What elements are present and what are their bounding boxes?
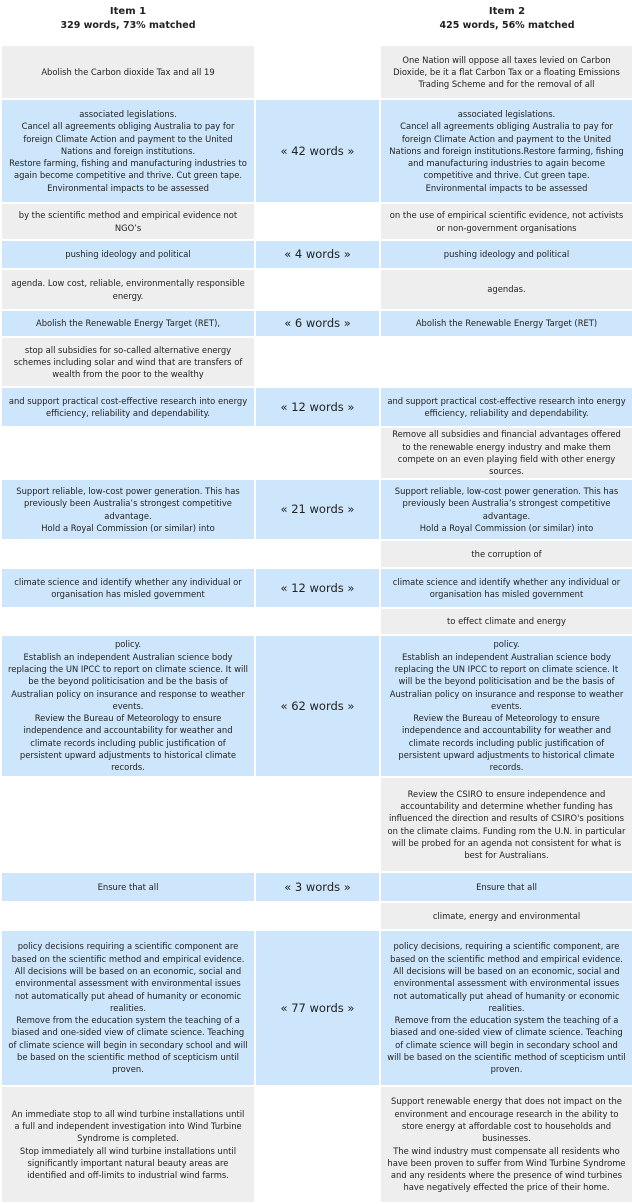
match-count-label bbox=[256, 338, 379, 386]
item2-text-cell: climate science and identify whether any individual or organisation has misled government bbox=[381, 569, 632, 607]
unmatched-row bbox=[0, 204, 632, 241]
item1-stats: 329 words, 73% matched bbox=[60, 20, 196, 31]
matched-row bbox=[0, 311, 632, 338]
item2-header bbox=[381, 5, 632, 33]
match-count-label bbox=[256, 903, 379, 929]
item1-text-cell bbox=[2, 903, 254, 929]
unmatched-row bbox=[0, 46, 632, 100]
matched-row bbox=[0, 241, 632, 270]
item1-text-cell bbox=[2, 428, 254, 478]
item1-text-cell: Support reliable, low-cost power generation. This has previously been Australia’s strongest competitive advantage. Hold a Royal Commission (or similar) into bbox=[2, 480, 254, 539]
match-count-label bbox=[256, 1087, 379, 1202]
item1-text-cell: Ensure that all bbox=[2, 873, 254, 901]
item1-title: Item 1 bbox=[109, 6, 147, 17]
unmatched-row bbox=[0, 1087, 632, 1204]
matched-row bbox=[0, 636, 632, 778]
match-count-label: « 62 words » bbox=[256, 636, 379, 776]
item2-text-cell: to effect climate and energy bbox=[381, 609, 632, 634]
unmatched-row bbox=[0, 903, 632, 931]
item1-text-cell: and support practical cost-effective research into energy efficiency, reliability and dependability. bbox=[2, 388, 254, 426]
comparison-header bbox=[0, 0, 632, 46]
item1-text-cell: policy decisions requiring a scientific component are based on the scientific method and empirical evidence. All decisions will be based on an economic, social and environmental assessment with environmental issues not automatically put ahead of humanity or economic realities. Remove from the education system the teaching of a biased and one-sided view of climate science. Teaching of climate science will begin in secondary school and will be based on the scientific method of scepticism until proven. bbox=[2, 931, 254, 1085]
unmatched-row bbox=[0, 778, 632, 873]
item2-text-cell: Remove all subsidies and financial advantages offered to the renewable energy industry and make them compete on an even playing field with other energy sources. bbox=[381, 428, 632, 478]
item1-text-cell bbox=[2, 778, 254, 871]
unmatched-row bbox=[0, 270, 632, 311]
match-count-label bbox=[256, 204, 379, 239]
match-count-label: « 77 words » bbox=[256, 931, 379, 1085]
item2-text-cell: Support renewable energy that does not impact on the environment and encourage research in the ability to store energy at affordable cost to households and businesses. The wind industry must compensate all residents who have been proven to suffer from Wind Turbine Syndrome and any residents where the presence of wind turbines have negatively effected the price of their home. bbox=[381, 1087, 632, 1202]
match-count-label: « 4 words » bbox=[256, 241, 379, 268]
match-count-label: « 21 words » bbox=[256, 480, 379, 539]
item1-text-cell: An immediate stop to all wind turbine installations until a full and independent investigation into Wind Turbine Syndrome is completed. Stop immediately all wind turbine installations until significantly important natural beauty areas are identified and off-limits to industrial wind farms. bbox=[2, 1087, 254, 1202]
item1-text-cell bbox=[2, 609, 254, 634]
match-count-label: « 3 words » bbox=[256, 873, 379, 901]
item2-text-cell: Review the CSIRO to ensure independence and accountability and determine whether funding has influenced the direction and results of CSIRO's positions on the climate claims. Funding rom the U.N. in particular will be probed for an agenda not consistent for what is best for Australians. bbox=[381, 778, 632, 871]
item1-text-cell: associated legislations. Cancel all agreements obliging Australia to pay for foreign Climate Action and payment to the United Nations and foreign institutions. Restore farming, fishing and manufacturing industries to again become competitive and thrive. Cut green tape. Environmental impacts to be assessed bbox=[2, 100, 254, 202]
match-count-label: « 42 words » bbox=[256, 100, 379, 202]
unmatched-row bbox=[0, 428, 632, 480]
unmatched-row bbox=[0, 541, 632, 569]
item2-text-cell: on the use of empirical scientific evidence, not activists or non-government organisations bbox=[381, 204, 632, 239]
matched-row bbox=[0, 480, 632, 541]
item2-text-cell: agendas. bbox=[381, 270, 632, 309]
item1-text-cell: climate science and identify whether any individual or organisation has misled government bbox=[2, 569, 254, 607]
item2-text-cell: pushing ideology and political bbox=[381, 241, 632, 268]
item2-text-cell bbox=[381, 338, 632, 386]
comparison-table bbox=[0, 46, 632, 1204]
match-count-label bbox=[256, 778, 379, 871]
item2-text-cell: One Nation will oppose all taxes levied on Carbon Dioxide, be it a flat Carbon Tax or a floating Emissions Trading Scheme and for the removal of all bbox=[381, 46, 632, 98]
matched-row bbox=[0, 931, 632, 1087]
match-count-label: « 12 words » bbox=[256, 569, 379, 607]
item1-text-cell: by the scientific method and empirical evidence not NGO’s bbox=[2, 204, 254, 239]
item2-text-cell: policy decisions, requiring a scientific component, are based on the scientific method and empirical evidence. All decisions will be based on an economic, social and environmental assessment with environmental issues not automatically put ahead of humanity or economic realities. Remove from the education system the teaching of a biased and one-sided view of climate science. Teaching of climate science will begin in secondary school and will be based on the scientific method of scepticism until proven. bbox=[381, 931, 632, 1085]
item2-title: Item 2 bbox=[488, 6, 526, 17]
item2-text-cell: Support reliable, low-cost power generation. This has previously been Australia’s strongest competitive advantage. Hold a Royal Commission (or similar) into bbox=[381, 480, 632, 539]
item2-text-cell: associated legislations. Cancel all agreements obliging Australia to pay for foreign Climate Action and payment to the United Nations and foreign institutions.Restore farming, fishing and manufacturing industries to again become competitive and thrive. Cut green tape. Environmental impacts to be assessed bbox=[381, 100, 632, 202]
item2-text-cell: Abolish the Renewable Energy Target (RET) bbox=[381, 311, 632, 336]
match-count-label bbox=[256, 541, 379, 567]
matched-row bbox=[0, 569, 632, 609]
match-count-label bbox=[256, 609, 379, 634]
item1-text-cell: pushing ideology and political bbox=[2, 241, 254, 268]
item1-text-cell: agenda. Low cost, reliable, environmentally responsible energy. bbox=[2, 270, 254, 309]
match-count-label: « 12 words » bbox=[256, 388, 379, 426]
item2-text-cell: and support practical cost-effective research into energy efficiency, reliability and dependability. bbox=[381, 388, 632, 426]
item2-text-cell: climate, energy and environmental bbox=[381, 903, 632, 929]
match-count-label bbox=[256, 270, 379, 309]
unmatched-row bbox=[0, 609, 632, 636]
item1-text-cell: Abolish the Renewable Energy Target (RET), bbox=[2, 311, 254, 336]
item1-header bbox=[2, 5, 254, 33]
item1-text-cell: policy. Establish an independent Australian science body replacing the UN IPCC to report on climate science. It will be the beyond politicisation and be the basis of Australian policy on insurance and response to weather events. Review the Bureau of Meteorology to ensure independence and accountability for weather and climate records including public justification of persistent upward adjustments to historical climate records. bbox=[2, 636, 254, 776]
item2-text-cell: the corruption of bbox=[381, 541, 632, 567]
matched-row bbox=[0, 873, 632, 903]
item1-text-cell bbox=[2, 541, 254, 567]
unmatched-row bbox=[0, 338, 632, 388]
item2-text-cell: policy. Establish an independent Australian science body replacing the UN IPCC to report on climate science. It will be the beyond politicisation and be the basis of Australian policy on insurance and response to weather events. Review the Bureau of Meteorology to ensure independence and accountability for weather and climate records including public justification of persistent upward adjustments to historical climate records. bbox=[381, 636, 632, 776]
match-count-label bbox=[256, 46, 379, 98]
matched-row bbox=[0, 100, 632, 204]
item1-text-cell: Abolish the Carbon dioxide Tax and all 19 bbox=[2, 46, 254, 98]
match-count-label: « 6 words » bbox=[256, 311, 379, 336]
matched-row bbox=[0, 388, 632, 428]
item2-text-cell: Ensure that all bbox=[381, 873, 632, 901]
match-count-label bbox=[256, 428, 379, 478]
item1-text-cell: stop all subsidies for so-called alternative energy schemes including solar and wind that are transfers of wealth from the poor to the wealthy bbox=[2, 338, 254, 386]
item2-stats: 425 words, 56% matched bbox=[439, 20, 575, 31]
